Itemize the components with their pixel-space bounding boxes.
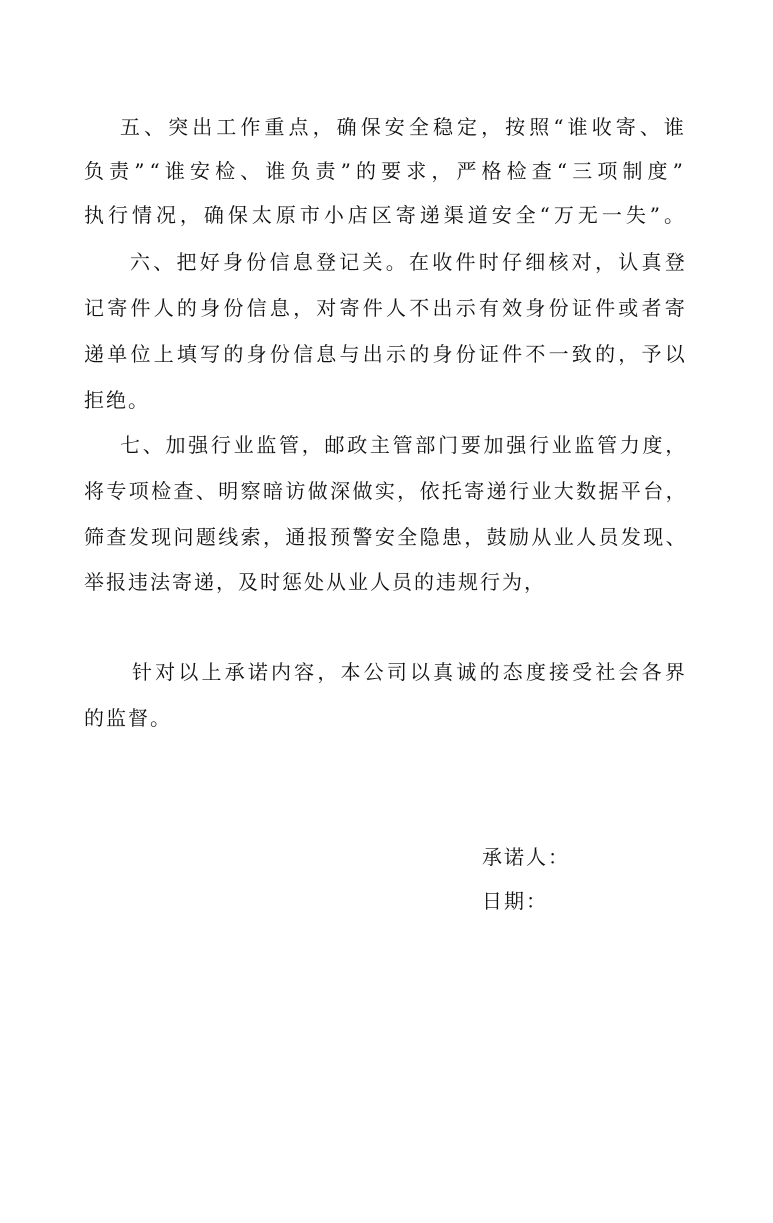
paragraph-line: 执行情况，确保太原市小店区寄递渠道安全“万无一失”。 bbox=[84, 203, 688, 227]
paragraph-line: 筛查发现问题线索，通报预警安全隐患，鼓励从业人员发现、 bbox=[84, 525, 688, 549]
paragraph-line: 递单位上填写的身份信息与出示的身份证件不一致的，予以 bbox=[84, 342, 688, 366]
paragraph-line: 的监督。 bbox=[84, 706, 172, 730]
paragraph-line: 七、加强行业监管，邮政主管部门要加强行业监管力度， bbox=[120, 433, 688, 457]
paragraph-line: 六、把好身份信息登记关。在收件时仔细核对，认真登 bbox=[130, 250, 688, 274]
date-label: 日期： bbox=[482, 889, 548, 913]
paragraph-line: 针对以上承诺内容，本公司以真诚的态度接受社会各界 bbox=[132, 660, 688, 684]
promisor-label: 承诺人： bbox=[482, 845, 570, 869]
paragraph-line: 记寄件人的身份信息，对寄件人不出示有效身份证件或者寄 bbox=[84, 296, 688, 320]
paragraph-line: 五、突出工作重点，确保安全稳定，按照“谁收寄、谁 bbox=[120, 115, 688, 139]
paragraph-line: 举报违法寄递，及时惩处从业人员的违规行为， bbox=[84, 570, 546, 594]
paragraph-line: 拒绝。 bbox=[84, 388, 150, 412]
paragraph-line: 将专项检查、明察暗访做深做实，依托寄递行业大数据平台， bbox=[84, 479, 688, 503]
paragraph-line: 负责”“谁安检、谁负责”的要求，严格检查“三项制度” bbox=[84, 159, 688, 183]
